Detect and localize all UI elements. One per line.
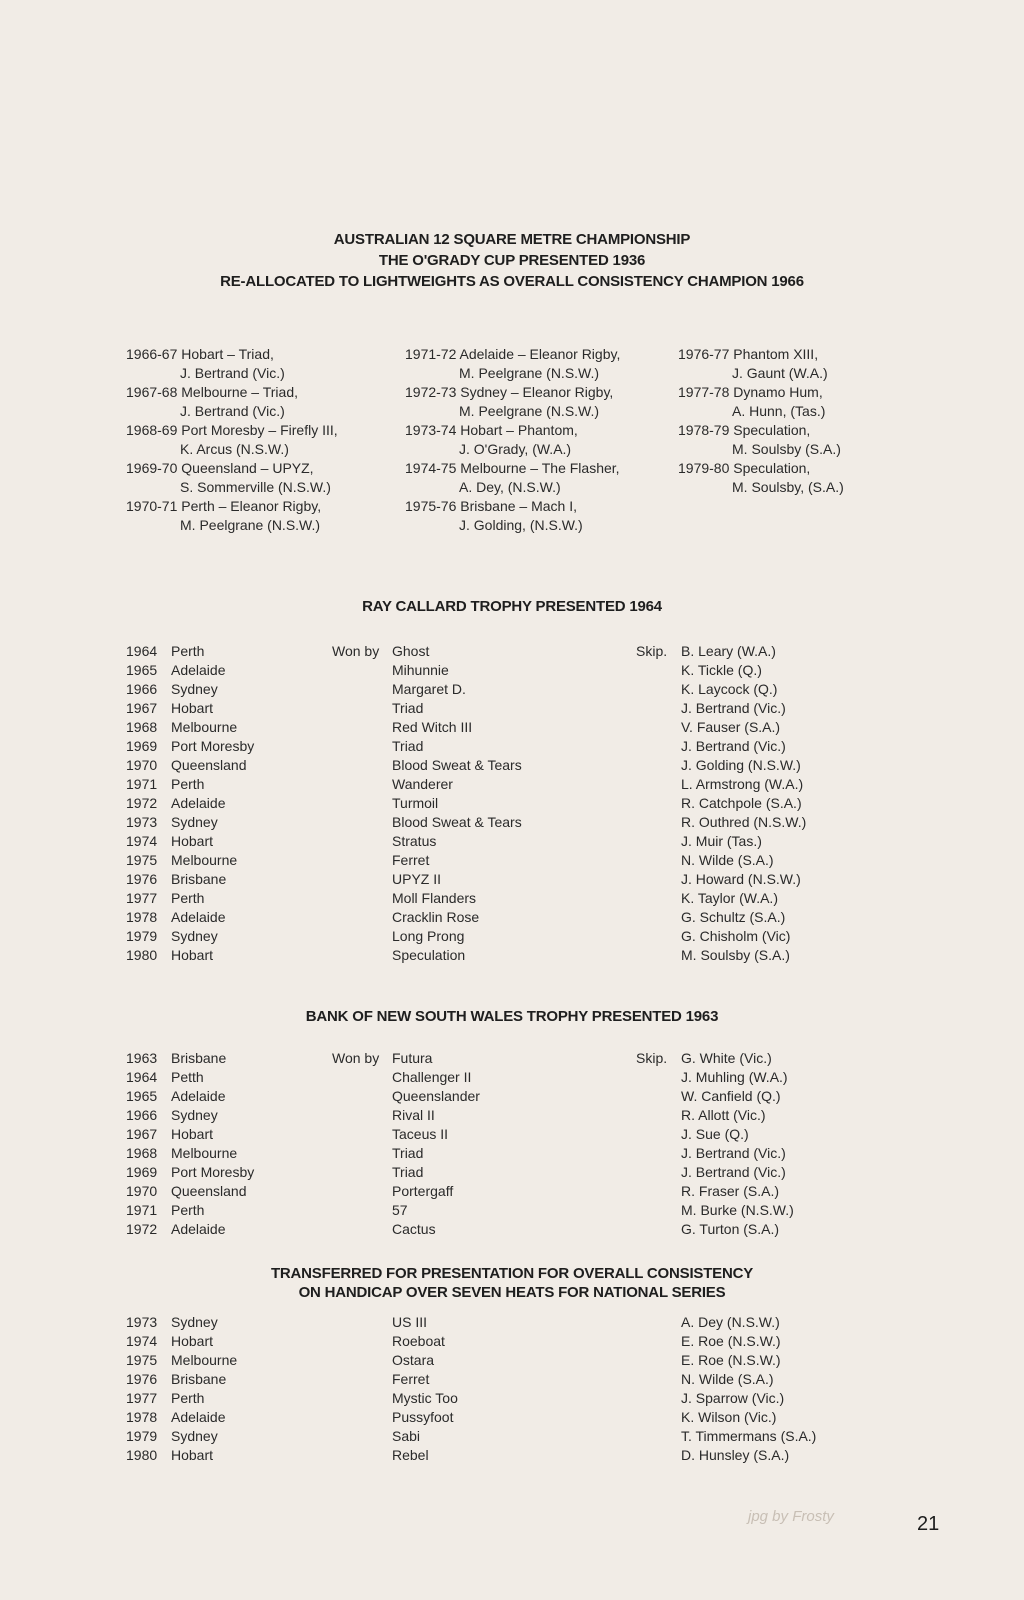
national-series-heading xyxy=(0,1264,1024,1302)
boat-cell: Mystic Too xyxy=(392,1390,458,1406)
skipper-cell: G. Schultz (S.A.) xyxy=(681,909,786,925)
boat-cell: Cactus xyxy=(392,1221,436,1237)
boat-cell: Blood Sweat & Tears xyxy=(392,814,522,830)
city-cell: Port Moresby xyxy=(171,738,255,754)
year-cell: 1966 xyxy=(126,1107,158,1123)
skipper-cell: D. Hunsley (S.A.) xyxy=(681,1447,790,1463)
city-cell: Hobart xyxy=(171,1126,214,1142)
oGrady-cup-heading xyxy=(0,229,1024,292)
entry-sub: M. Soulsby (S.A.) xyxy=(732,441,841,457)
city-cell: Perth xyxy=(171,890,205,906)
heading-line: ON HANDICAP OVER SEVEN HEATS FOR NATIONAL SERIES xyxy=(298,1284,726,1301)
entry-sub: S. Sommerville (N.S.W.) xyxy=(180,479,331,495)
boat-cell: Rebel xyxy=(392,1447,429,1463)
skipper-cell: R. Catchpole (S.A.) xyxy=(681,795,802,811)
skip-label: Skip. xyxy=(636,1050,668,1066)
year-cell: 1967 xyxy=(126,700,158,716)
boat-cell: Futura xyxy=(392,1050,433,1066)
table-row xyxy=(0,794,1024,813)
year-cell: 1966 xyxy=(126,681,158,697)
skipper-cell: J. Muhling (W.A.) xyxy=(681,1069,788,1085)
skipper-cell: G. Turton (S.A.) xyxy=(681,1221,780,1237)
skipper-cell: K. Wilson (Vic.) xyxy=(681,1409,777,1425)
entry-head: 1979-80 Speculation, xyxy=(678,460,811,476)
skipper-cell: K. Taylor (W.A.) xyxy=(681,890,778,906)
table-row xyxy=(0,1446,1024,1465)
heading-line: AUSTRALIAN 12 SQUARE METRE CHAMPIONSHIP xyxy=(333,231,691,248)
year-cell: 1977 xyxy=(126,890,158,906)
skipper-cell: V. Fauser (S.A.) xyxy=(681,719,781,735)
city-cell: Sydney xyxy=(171,928,218,944)
boat-cell: Ostara xyxy=(392,1352,435,1368)
entry-sub: A. Dey, (N.S.W.) xyxy=(459,479,561,495)
heading-line: RAY CALLARD TROPHY PRESENTED 1964 xyxy=(362,598,662,615)
year-cell: 1979 xyxy=(126,928,158,944)
table-row xyxy=(0,1163,1024,1182)
table-row xyxy=(0,661,1024,680)
oGrady-column-3 xyxy=(678,345,844,497)
skipper-cell: J. Sparrow (Vic.) xyxy=(681,1390,785,1406)
table-row xyxy=(0,908,1024,927)
entry-head: 1968-69 Port Moresby – Firefly III, xyxy=(126,422,338,438)
table-row xyxy=(0,1182,1024,1201)
skipper-cell: K. Laycock (Q.) xyxy=(681,681,778,697)
city-cell: Brisbane xyxy=(171,871,227,887)
entry-sub: K. Arcus (N.S.W.) xyxy=(180,441,289,457)
boat-cell: US III xyxy=(392,1314,428,1330)
table-row xyxy=(0,1313,1024,1332)
table-row xyxy=(0,1220,1024,1239)
heading-line: RE-ALLOCATED TO LIGHTWEIGHTS AS OVERALL CONSISTENCY CHAMPION 1966 xyxy=(220,273,804,290)
boat-cell: Triad xyxy=(392,738,424,754)
boat-cell: 57 xyxy=(392,1202,408,1218)
entry-sub: J. Bertrand (Vic.) xyxy=(180,365,285,381)
entry-head: 1970-71 Perth – Eleanor Rigby, xyxy=(126,498,322,514)
skipper-cell: J. Bertrand (Vic.) xyxy=(681,1164,786,1180)
boat-cell: Roeboat xyxy=(392,1333,445,1349)
boat-cell: Margaret D. xyxy=(392,681,466,697)
boat-cell: UPYZ II xyxy=(392,871,442,887)
boat-cell: Ghost xyxy=(392,643,430,659)
year-cell: 1964 xyxy=(126,643,158,659)
city-cell: Hobart xyxy=(171,947,214,963)
skipper-cell: M. Soulsby (S.A.) xyxy=(681,947,790,963)
city-cell: Petth xyxy=(171,1069,204,1085)
year-cell: 1963 xyxy=(126,1050,158,1066)
year-cell: 1975 xyxy=(126,1352,158,1368)
year-cell: 1968 xyxy=(126,1145,158,1161)
city-cell: Hobart xyxy=(171,833,214,849)
skipper-cell: J. Golding (N.S.W.) xyxy=(681,757,801,773)
skipper-cell: J. Bertrand (Vic.) xyxy=(681,1145,786,1161)
year-cell: 1973 xyxy=(126,1314,158,1330)
entry-head: 1975-76 Brisbane – Mach I, xyxy=(405,498,577,514)
heading-line: BANK OF NEW SOUTH WALES TROPHY PRESENTED 1963 xyxy=(305,1008,719,1025)
year-cell: 1968 xyxy=(126,719,158,735)
skipper-cell: J. Howard (N.S.W.) xyxy=(681,871,801,887)
page-number: 21 xyxy=(917,1513,940,1535)
boat-cell: Mihunnie xyxy=(392,662,449,678)
city-cell: Hobart xyxy=(171,1447,214,1463)
boat-cell: Rival II xyxy=(392,1107,435,1123)
city-cell: Perth xyxy=(171,1202,205,1218)
entry-sub: M. Soulsby, (S.A.) xyxy=(732,479,844,495)
boat-cell: Moll Flanders xyxy=(392,890,477,906)
entry-sub: M. Peelgrane (N.S.W.) xyxy=(180,517,321,533)
year-cell: 1974 xyxy=(126,1333,158,1349)
skipper-cell: T. Timmermans (S.A.) xyxy=(681,1428,817,1444)
boat-cell: Triad xyxy=(392,1145,424,1161)
boat-cell: Blood Sweat & Tears xyxy=(392,757,522,773)
bank-nsw-heading xyxy=(0,1006,1024,1027)
skipper-cell: W. Canfield (Q.) xyxy=(681,1088,781,1104)
table-row xyxy=(0,756,1024,775)
year-cell: 1973 xyxy=(126,814,158,830)
city-cell: Adelaide xyxy=(171,1221,226,1237)
skip-label: Skip. xyxy=(636,643,668,659)
skipper-cell: E. Roe (N.S.W.) xyxy=(681,1333,781,1349)
city-cell: Sydney xyxy=(171,814,218,830)
entry-sub: M. Peelgrane (N.S.W.) xyxy=(459,365,600,381)
entry-sub: J. O'Grady, (W.A.) xyxy=(459,441,572,457)
entry-head: 1974-75 Melbourne – The Flasher, xyxy=(405,460,620,476)
boat-cell: Taceus II xyxy=(392,1126,449,1142)
city-cell: Sydney xyxy=(171,1314,218,1330)
skipper-cell: A. Dey (N.S.W.) xyxy=(681,1314,780,1330)
boat-cell: Cracklin Rose xyxy=(392,909,480,925)
entry-head: 1976-77 Phantom XIII, xyxy=(678,346,819,362)
year-cell: 1972 xyxy=(126,1221,158,1237)
entry-head: 1967-68 Melbourne – Triad, xyxy=(126,384,298,400)
city-cell: Melbourne xyxy=(171,1145,238,1161)
table-row xyxy=(0,737,1024,756)
table-row xyxy=(0,1332,1024,1351)
skipper-cell: J. Bertrand (Vic.) xyxy=(681,738,786,754)
table-row xyxy=(0,870,1024,889)
skipper-cell: G. White (Vic.) xyxy=(681,1050,772,1066)
skipper-cell: N. Wilde (S.A.) xyxy=(681,1371,774,1387)
city-cell: Sydney xyxy=(171,1428,218,1444)
boat-cell: Challenger II xyxy=(392,1069,472,1085)
city-cell: Port Moresby xyxy=(171,1164,255,1180)
city-cell: Perth xyxy=(171,643,205,659)
entry-sub: J. Golding, (N.S.W.) xyxy=(459,517,583,533)
table-row xyxy=(0,927,1024,946)
table-row xyxy=(0,1068,1024,1087)
table-row xyxy=(0,832,1024,851)
entry-head: 1973-74 Hobart – Phantom, xyxy=(405,422,578,438)
entry-sub: J. Bertrand (Vic.) xyxy=(180,403,285,419)
city-cell: Adelaide xyxy=(171,795,226,811)
entry-head: 1977-78 Dynamo Hum, xyxy=(678,384,823,400)
city-cell: Brisbane xyxy=(171,1371,227,1387)
skipper-cell: G. Chisholm (Vic) xyxy=(681,928,791,944)
year-cell: 1980 xyxy=(126,1447,158,1463)
year-cell: 1975 xyxy=(126,852,158,868)
city-cell: Sydney xyxy=(171,681,218,697)
year-cell: 1979 xyxy=(126,1428,158,1444)
boat-cell: Speculation xyxy=(392,947,466,963)
skipper-cell: B. Leary (W.A.) xyxy=(681,643,776,659)
year-cell: 1972 xyxy=(126,795,158,811)
boat-cell: Queenslander xyxy=(392,1088,480,1104)
skipper-cell: N. Wilde (S.A.) xyxy=(681,852,774,868)
year-cell: 1970 xyxy=(126,1183,158,1199)
skipper-cell: J. Bertrand (Vic.) xyxy=(681,700,786,716)
table-row xyxy=(0,946,1024,965)
table-row xyxy=(0,851,1024,870)
table-row xyxy=(0,1370,1024,1389)
boat-cell: Ferret xyxy=(392,1371,430,1387)
boat-cell: Red Witch III xyxy=(392,719,473,735)
table-row xyxy=(0,1408,1024,1427)
year-cell: 1976 xyxy=(126,1371,158,1387)
boat-cell: Wanderer xyxy=(392,776,453,792)
table-row xyxy=(0,1125,1024,1144)
skipper-cell: R. Fraser (S.A.) xyxy=(681,1183,780,1199)
entry-sub: J. Gaunt (W.A.) xyxy=(732,365,828,381)
ray-callard-heading xyxy=(0,596,1024,617)
boat-cell: Stratus xyxy=(392,833,437,849)
city-cell: Adelaide xyxy=(171,662,226,678)
year-cell: 1964 xyxy=(126,1069,158,1085)
entry-sub: A. Hunn, (Tas.) xyxy=(732,403,826,419)
table-row xyxy=(0,642,1024,661)
table-row xyxy=(0,1087,1024,1106)
entry-head: 1969-70 Queensland – UPYZ, xyxy=(126,460,314,476)
year-cell: 1971 xyxy=(126,1202,158,1218)
won-by-label: Won by xyxy=(332,1050,380,1066)
boat-cell: Long Prong xyxy=(392,928,465,944)
table-row xyxy=(0,1427,1024,1446)
year-cell: 1980 xyxy=(126,947,158,963)
table-row xyxy=(0,680,1024,699)
city-cell: Melbourne xyxy=(171,852,238,868)
city-cell: Perth xyxy=(171,776,205,792)
boat-cell: Ferret xyxy=(392,852,430,868)
entry-head: 1971-72 Adelaide – Eleanor Rigby, xyxy=(405,346,621,362)
won-by-label: Won by xyxy=(332,643,380,659)
year-cell: 1965 xyxy=(126,1088,158,1104)
table-row xyxy=(0,718,1024,737)
entry-head: 1972-73 Sydney – Eleanor Rigby, xyxy=(405,384,614,400)
boat-cell: Triad xyxy=(392,700,424,716)
table-row xyxy=(0,889,1024,908)
city-cell: Adelaide xyxy=(171,909,226,925)
year-cell: 1967 xyxy=(126,1126,158,1142)
skipper-cell: J. Sue (Q.) xyxy=(681,1126,749,1142)
table-row xyxy=(0,1389,1024,1408)
year-cell: 1978 xyxy=(126,1409,158,1425)
scan-credit-watermark: jpg by Frosty xyxy=(748,1508,834,1525)
table-row xyxy=(0,1106,1024,1125)
oGrady-column-1 xyxy=(126,345,338,535)
heading-line: TRANSFERRED FOR PRESENTATION FOR OVERALL CONSISTENCY xyxy=(270,1265,754,1282)
entry-head: 1966-67 Hobart – Triad, xyxy=(126,346,274,362)
table-row xyxy=(0,813,1024,832)
table-row xyxy=(0,1049,1024,1068)
year-cell: 1971 xyxy=(126,776,158,792)
year-cell: 1977 xyxy=(126,1390,158,1406)
year-cell: 1970 xyxy=(126,757,158,773)
year-cell: 1965 xyxy=(126,662,158,678)
heading-line: THE O'GRADY CUP PRESENTED 1936 xyxy=(378,252,646,269)
city-cell: Adelaide xyxy=(171,1409,226,1425)
skipper-cell: R. Outhred (N.S.W.) xyxy=(681,814,807,830)
city-cell: Sydney xyxy=(171,1107,218,1123)
boat-cell: Triad xyxy=(392,1164,424,1180)
skipper-cell: R. Allott (Vic.) xyxy=(681,1107,766,1123)
entry-sub: M. Peelgrane (N.S.W.) xyxy=(459,403,600,419)
city-cell: Hobart xyxy=(171,1333,214,1349)
year-cell: 1976 xyxy=(126,871,158,887)
city-cell: Adelaide xyxy=(171,1088,226,1104)
skipper-cell: E. Roe (N.S.W.) xyxy=(681,1352,781,1368)
year-cell: 1974 xyxy=(126,833,158,849)
year-cell: 1978 xyxy=(126,909,158,925)
year-cell: 1969 xyxy=(126,1164,158,1180)
table-row xyxy=(0,1144,1024,1163)
boat-cell: Pussyfoot xyxy=(392,1409,454,1425)
city-cell: Queensland xyxy=(171,1183,247,1199)
table-row xyxy=(0,775,1024,794)
year-cell: 1969 xyxy=(126,738,158,754)
city-cell: Melbourne xyxy=(171,719,238,735)
skipper-cell: L. Armstrong (W.A.) xyxy=(681,776,804,792)
skipper-cell: M. Burke (N.S.W.) xyxy=(681,1202,794,1218)
table-row xyxy=(0,1201,1024,1220)
city-cell: Melbourne xyxy=(171,1352,238,1368)
entry-head: 1978-79 Speculation, xyxy=(678,422,811,438)
city-cell: Perth xyxy=(171,1390,205,1406)
boat-cell: Portergaff xyxy=(392,1183,454,1199)
city-cell: Queensland xyxy=(171,757,247,773)
city-cell: Hobart xyxy=(171,700,214,716)
boat-cell: Sabi xyxy=(392,1428,421,1444)
boat-cell: Turmoil xyxy=(392,795,439,811)
table-row xyxy=(0,699,1024,718)
skipper-cell: J. Muir (Tas.) xyxy=(681,833,762,849)
oGrady-column-2 xyxy=(405,345,620,535)
skipper-cell: K. Tickle (Q.) xyxy=(681,662,762,678)
city-cell: Brisbane xyxy=(171,1050,227,1066)
table-row xyxy=(0,1351,1024,1370)
